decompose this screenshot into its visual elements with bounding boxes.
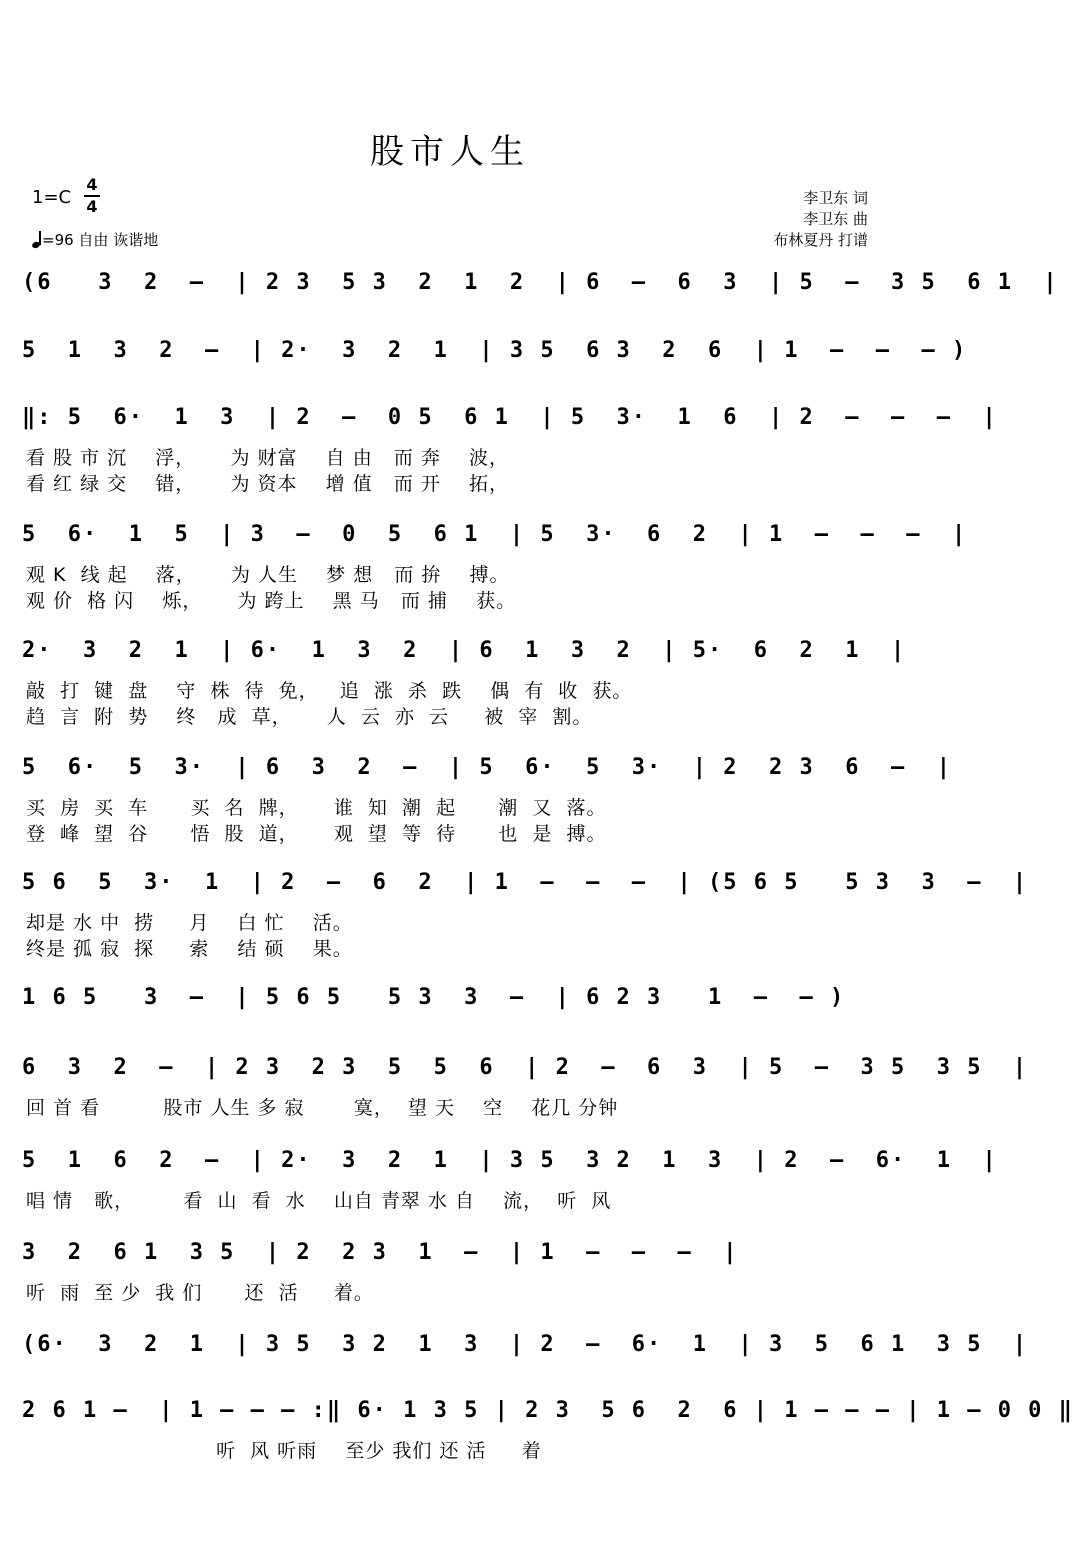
lyric-line: 观 K 线 起 落， 为 人生 梦 想 而 拚 搏。	[26, 564, 510, 586]
notation-line: (6· 3 2 1 | 3 5 3 2 1 3 | 2 – 6· 1 | 3 5 6 1 3 5 |	[22, 1332, 1029, 1357]
notation-line: 5 1 6 2 – | 2· 3 2 1 | 3 5 3 2 1 3 | 2 – 6· 1 |	[22, 1148, 998, 1173]
lyric-line: 回 首 看 股市 人生 多 寂 寞， 望 天 空 花几 分钟	[26, 1097, 619, 1119]
notation-line: 5 1 3 2 – | 2· 3 2 1 | 3 5 6 3 2 6 | 1 – – – )	[22, 338, 968, 363]
tempo-text: =96 自由 诙谐地	[42, 231, 159, 249]
notation-line: (6 3 2 – | 2 3 5 3 2 1 2 | 6 – 6 3 | 5 – 3 5 6 1 |	[22, 270, 1059, 295]
composer-credit: 李卫东 曲	[803, 210, 868, 228]
lyric-line: 唱 情 歌， 看 山 看 水 山自 青翠 水 自 流， 听 风	[26, 1190, 612, 1212]
time-signature-top: 4	[86, 175, 98, 194]
lyric-line: 听 风 听雨 至少 我们 还 活 着	[26, 1440, 542, 1462]
notation-line: 2 6 1 – | 1 – – – :‖ 6· 1 3 5 | 2 3 5 6 2 6 | 1 – – – | 1 – 0 0 ‖	[22, 1398, 1074, 1423]
notation-line: ‖: 5 6· 1 3 | 2 – 0 5 6 1 | 5 3· 1 6 | 2 – – – |	[22, 405, 998, 430]
notation-line: 1 6 5 3 – | 5 6 5 5 3 3 – | 6 2 3 1 – – )	[22, 985, 846, 1010]
notation-line: 5 6· 1 5 | 3 – 0 5 6 1 | 5 3· 6 2 | 1 – – – |	[22, 522, 968, 547]
notation-line: 2· 3 2 1 | 6· 1 3 2 | 6 1 3 2 | 5· 6 2 1 |	[22, 638, 907, 663]
song-title: 股市人生	[370, 132, 530, 172]
notation-line: 5 6· 5 3· | 6 3 2 – | 5 6· 5 3· | 2 2 3 6 – |	[22, 755, 952, 780]
lyric-line: 却是 水 中 捞 月 白 忙 活。	[26, 912, 353, 934]
lyric-line: 听 雨 至 少 我 们 还 活 着。	[26, 1282, 374, 1304]
time-signature-bottom: 4	[86, 197, 98, 216]
lyric-line: 看 红 绿 交 错， 为 资本 增 值 而 开 拓，	[26, 473, 510, 495]
notation-line: 6 3 2 – | 2 3 2 3 5 5 6 | 2 – 6 3 | 5 – 3 5 3 5 |	[22, 1055, 1029, 1080]
notation-line: 5 6 5 3· 1 | 2 – 6 2 | 1 – – – | (5 6 5 5 3 3 – |	[22, 870, 1029, 895]
notation-line: 3 2 6 1 3 5 | 2 2 3 1 – | 1 – – – |	[22, 1240, 739, 1265]
lyric-line: 登 峰 望 谷 悟 股 道， 观 望 等 待 也 是 搏。	[26, 823, 607, 845]
transcriber-credit: 布林夏丹 打谱	[773, 231, 868, 249]
lyricist-credit: 李卫东 词	[803, 189, 868, 207]
lyric-line: 趋 言 附 势 终 成 草， 人 云 亦 云 被 宰 割。	[26, 706, 593, 728]
lyric-line: 敲 打 键 盘 守 株 待 免， 追 涨 杀 跌 偶 有 收 获。	[26, 680, 633, 702]
lyric-line: 终是 孤 寂 探 索 结 硕 果。	[26, 938, 353, 960]
lyric-line: 观 价 格 闪 烁， 为 跨上 黑 马 而 捕 获。	[26, 590, 517, 612]
key-signature: 1=C	[32, 187, 72, 208]
lyric-line: 看 股 市 沉 浮， 为 财富 自 由 而 奔 波，	[26, 447, 510, 469]
lyric-line: 买 房 买 车 买 名 牌， 谁 知 潮 起 潮 又 落。	[26, 797, 607, 819]
